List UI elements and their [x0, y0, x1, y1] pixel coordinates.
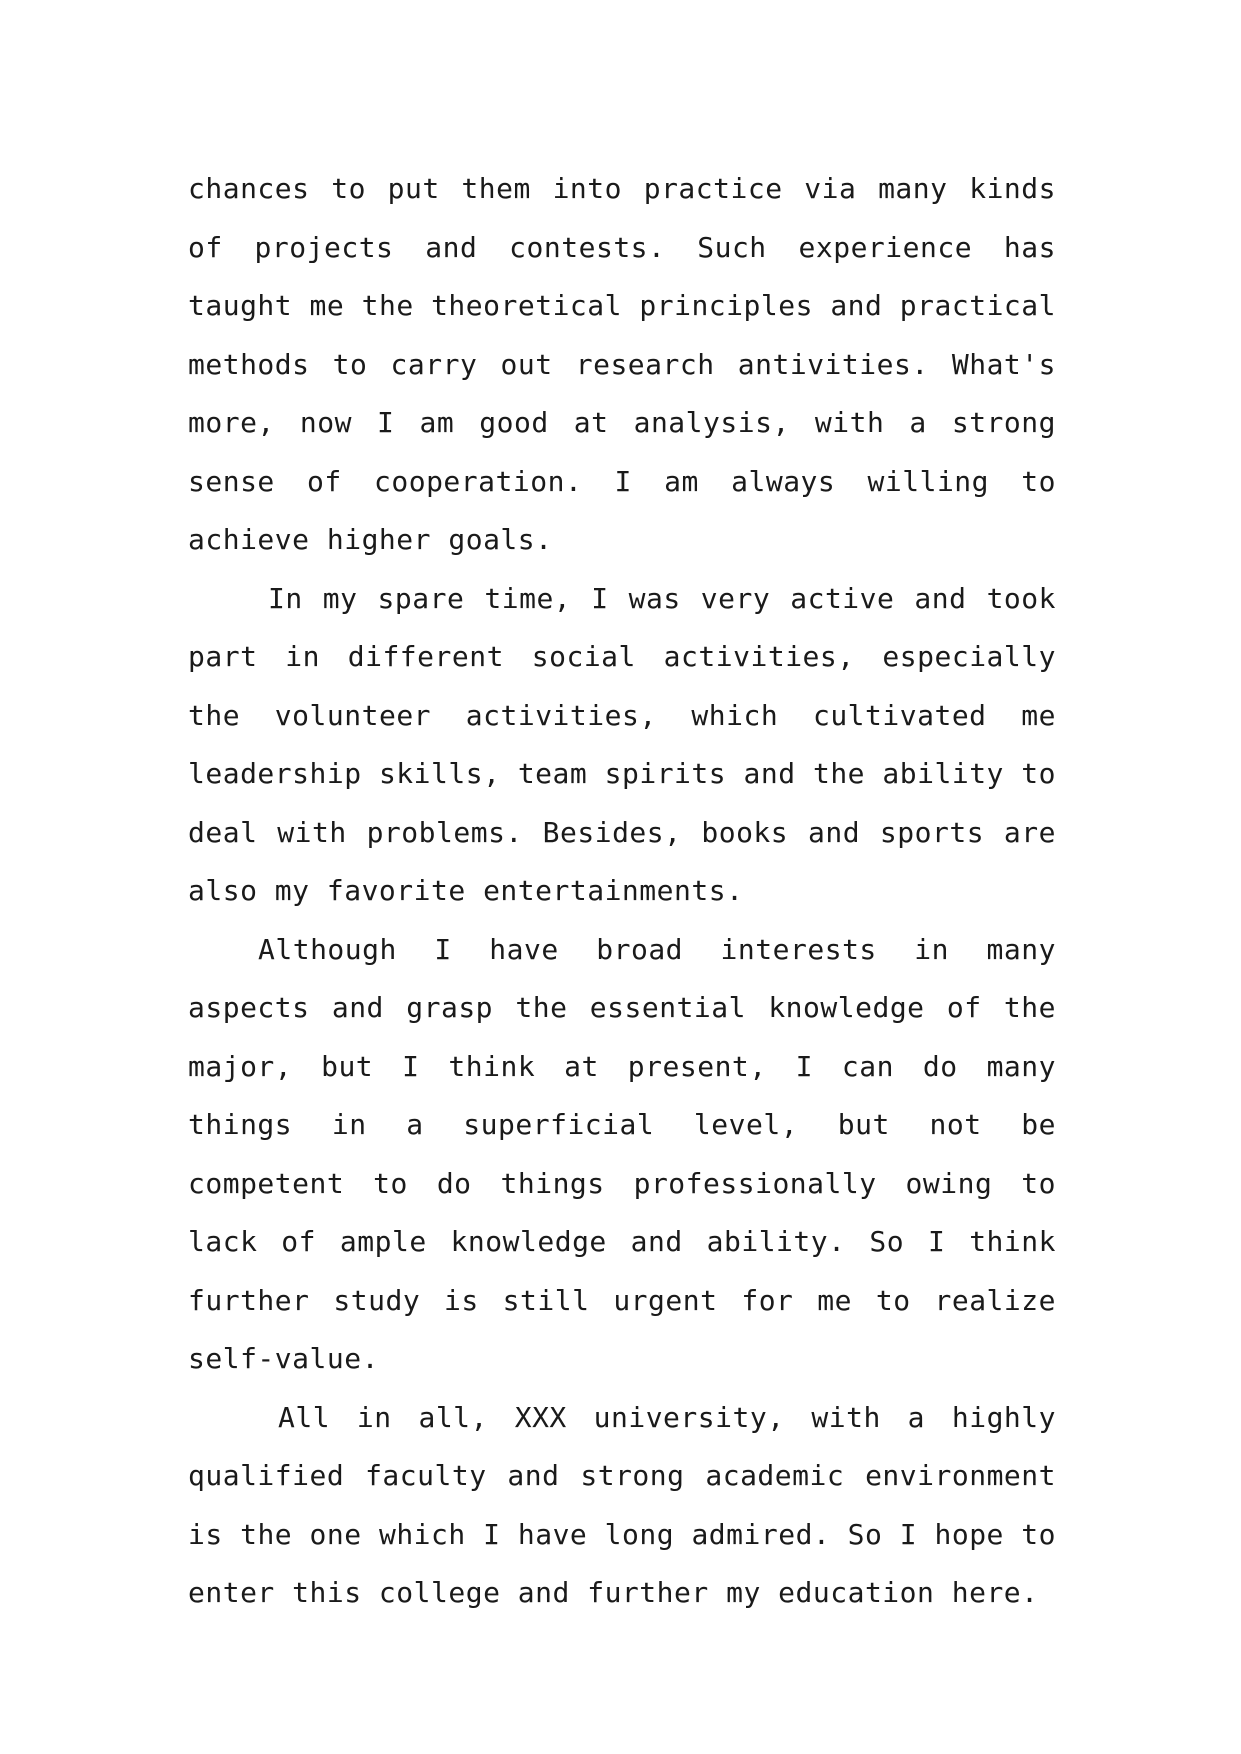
- paragraph-3: Although I have broad interests in many aspects and grasp the essential knowledge of the major, but I think at present, I can do many things in a superficial level, but not be competent to do things professionally owing to lack of ample knowledge and ability. So I think further study is still urgent for me to realize self-value.: [188, 932, 1056, 1375]
- paragraph-2: In my spare time, I was very active and took part in different social activities, especially the volunteer activities, which cultivated me leadership skills, team spirits and the ability to deal with problems. Besides, books and sports are also my favorite entertainments.: [188, 581, 1056, 907]
- paragraph-4: All in all, XXX university, with a highly qualified faculty and strong academic environment is the one which I have long admired. So I hope to enter this college and further my education here.: [188, 1400, 1056, 1609]
- paragraph-1: chances to put them into practice via many kinds of projects and contests. Such experience has taught me the theoretical principles and practical methods to carry out research antivities. What's more, now I am good at analysis, with a strong sense of cooperation. I am always willing to achieve higher goals.: [188, 172, 1056, 556]
- body-text: [188, 160, 1056, 1623]
